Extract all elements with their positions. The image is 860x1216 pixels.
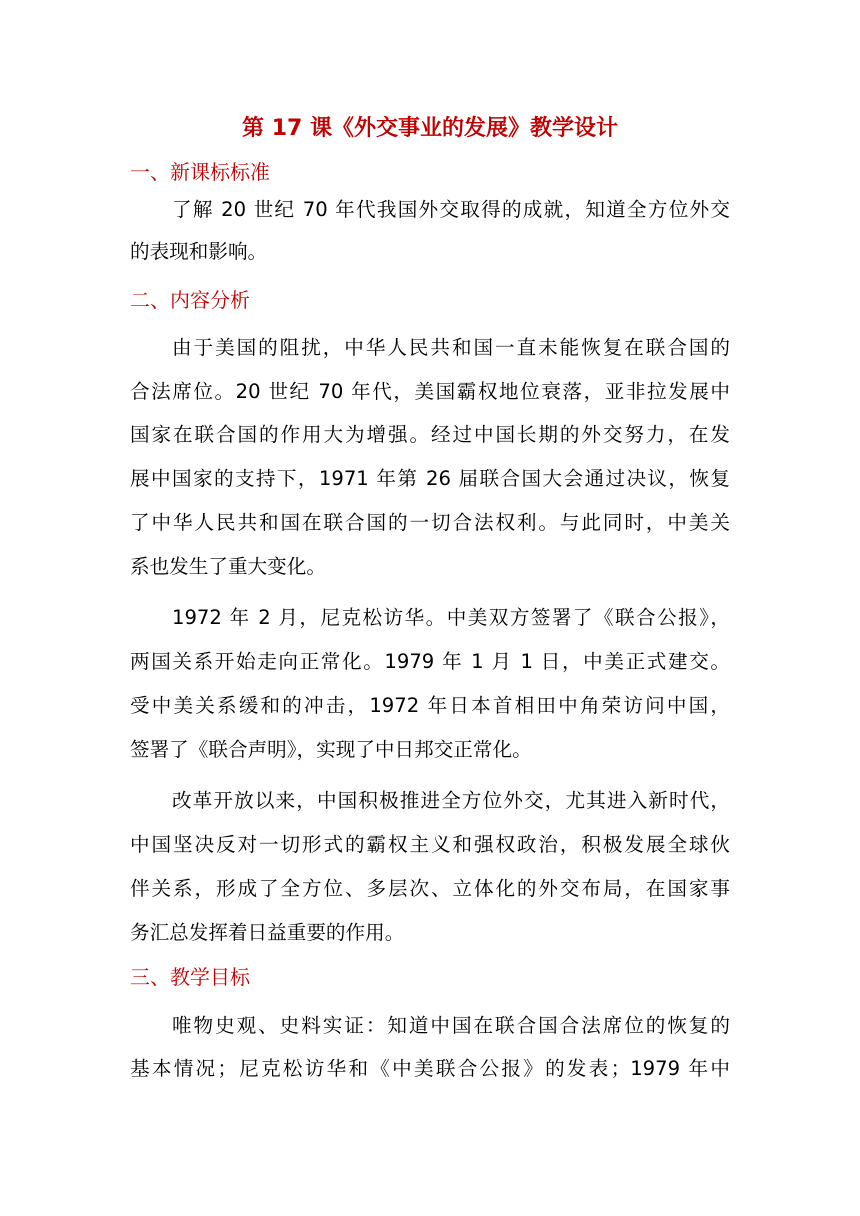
paragraph-line: 签署了《联合声明》，实现了中日邦交正常化。 (130, 738, 532, 761)
paragraph-line: 受中美关系缓和的冲击，1972 年日本首相田中角荣访问中国， (130, 694, 730, 717)
paragraph-line: 了解 20 世纪 70 年代我国外交取得的成就，知道全方位外交 (172, 198, 730, 221)
paragraph-line: 由于美国的阻扰，中华人民共和国一直未能恢复在联合国的 (172, 336, 730, 359)
paragraph-line: 务汇总发挥着日益重要的作用。 (130, 921, 405, 944)
paragraph-line: 唯物史观、史料实证：知道中国在联合国合法席位的恢复的 (172, 1014, 730, 1037)
paragraph-line: 展中国家的支持下，1971 年第 26 届联合国大会通过决议，恢复 (130, 467, 730, 490)
paragraph-line: 1972 年 2 月，尼克松访华。中美双方签署了《联合公报》， (172, 606, 730, 629)
paragraph-line: 系也发生了重大变化。 (130, 555, 326, 578)
paragraph-line: 的表现和影响。 (130, 240, 268, 263)
paragraph-line: 两国关系开始走向正常化。1979 年 1 月 1 日，中美正式建交。 (130, 650, 730, 673)
document-title: 第 17 课《外交事业的发展》教学设计 (242, 116, 618, 141)
paragraph-line: 了中华人民共和国在联合国的一切合法权利。与此同时，中美关 (130, 511, 730, 534)
paragraph-line: 改革开放以来，中国积极推进全方位外交，尤其进入新时代， (172, 789, 730, 812)
paragraph-line: 中国坚决反对一切形式的霸权主义和强权政治，积极发展全球伙 (130, 833, 730, 856)
section-heading-analysis: 二、内容分析 (130, 288, 250, 312)
paragraph-line: 伴关系，形成了全方位、多层次、立体化的外交布局，在国家事 (130, 877, 730, 900)
section-heading-standards: 一、新课标标准 (130, 160, 270, 184)
paragraph-line: 基本情况；尼克松访华和《中美联合公报》的发表；1979 年中 (130, 1057, 730, 1080)
section-heading-objectives: 三、教学目标 (130, 965, 250, 989)
paragraph-line: 国家在联合国的作用大为增强。经过中国长期的外交努力，在发 (130, 423, 730, 446)
paragraph-line: 合法席位。20 世纪 70 年代，美国霸权地位衰落，亚非拉发展中 (130, 380, 730, 403)
